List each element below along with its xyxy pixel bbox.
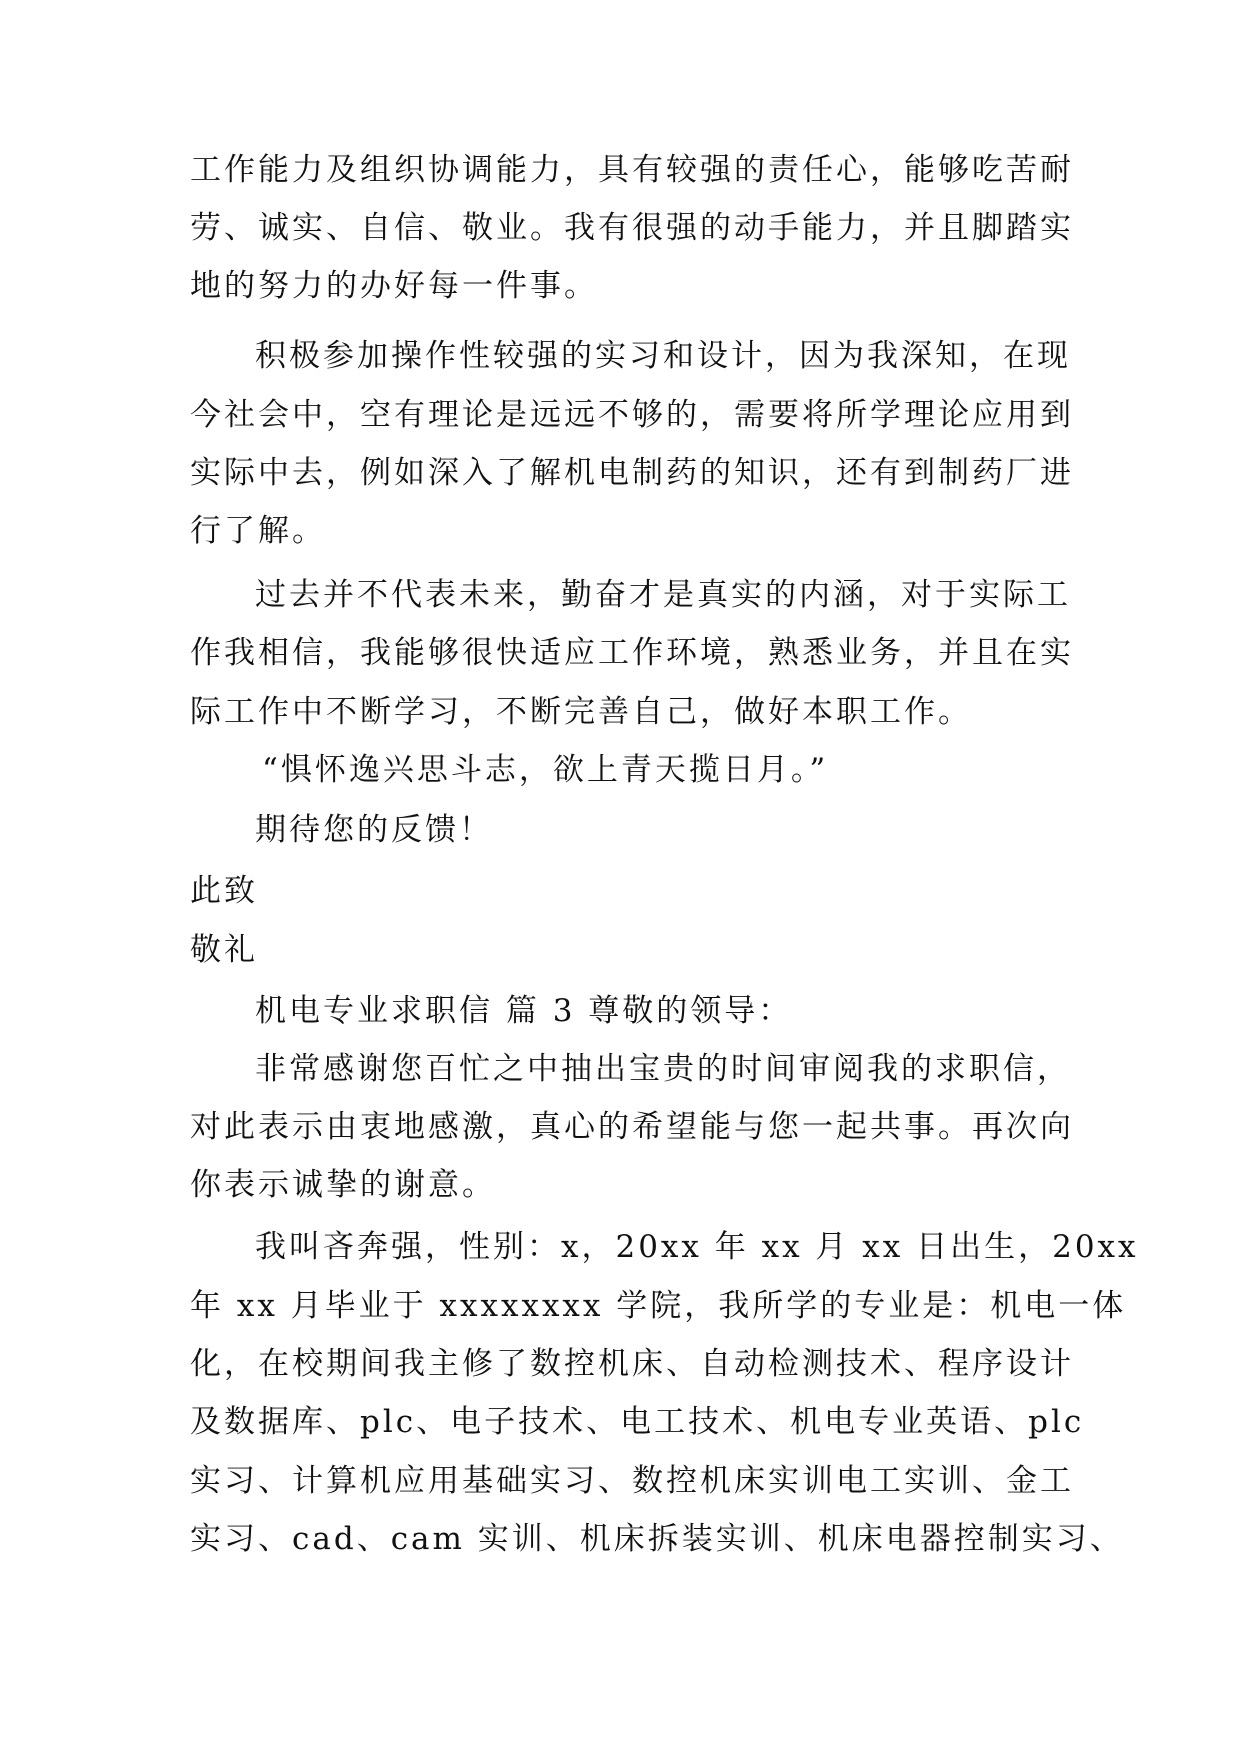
text-line: 际工作中不断学习，不断完善自己，做好本职工作。 [190, 694, 972, 730]
text-line: 实习、cad、cam 实训、机床拆装实训、机床电器控制实习、 [190, 1521, 1124, 1557]
text-line: 劳、诚实、自信、敬业。我有很强的动手能力，并且脚踏实 [190, 210, 1074, 246]
text-line: 对此表示由衷地感激，真心的希望能与您一起共事。再次向 [190, 1109, 1074, 1145]
paragraph-start: 非常感谢您百忙之中抽出宝贵的时间审阅我的求职信， [255, 1051, 1071, 1087]
text-line: 地的努力的办好每一件事。 [190, 268, 598, 304]
text-line: 化，在校期间我主修了数控机床、自动检测技术、程序设计 [190, 1346, 1074, 1382]
text-line: 行了解。 [190, 513, 326, 549]
text-line: 及数据库、plc、电子技术、电工技术、机电专业英语、plc [190, 1404, 1085, 1440]
paragraph-start: 我叫吝奔强，性别：x，20xx 年 xx 月 xx 日出生，20xx [255, 1229, 1139, 1265]
text-line: 工作能力及组织协调能力，具有较强的责任心，能够吃苦耐 [190, 152, 1074, 188]
text-line: 实际中去，例如深入了解机电制药的知识，还有到制药厂进 [190, 455, 1074, 491]
salutation-line: 敬礼 [190, 932, 258, 968]
paragraph-start: 过去并不代表未来，勤奋才是真实的内涵，对于实际工 [255, 577, 1071, 613]
text-line: 今社会中，空有理论是远远不够的，需要将所学理论应用到 [190, 397, 1074, 433]
salutation-line: 此致 [190, 873, 258, 909]
text-line: 作我相信，我能够很快适应工作环境，熟悉业务，并且在实 [190, 635, 1074, 671]
text-line: 你表示诚挚的谢意。 [190, 1167, 496, 1203]
paragraph-start: 积极参加操作性较强的实习和设计，因为我深知，在现 [255, 338, 1071, 374]
text-line: 实习、计算机应用基础实习、数控机床实训电工实训、金工 [190, 1463, 1074, 1499]
quote-line: “惧怀逸兴思斗志，欲上青天揽日月。” [262, 752, 829, 788]
text-line: 年 xx 月毕业于 xxxxxxxx 学院，我所学的专业是：机电一体 [190, 1288, 1127, 1324]
section-heading: 机电专业求职信 篇 3 尊敬的领导： [255, 993, 793, 1029]
closing-line: 期待您的反馈！ [255, 812, 493, 848]
